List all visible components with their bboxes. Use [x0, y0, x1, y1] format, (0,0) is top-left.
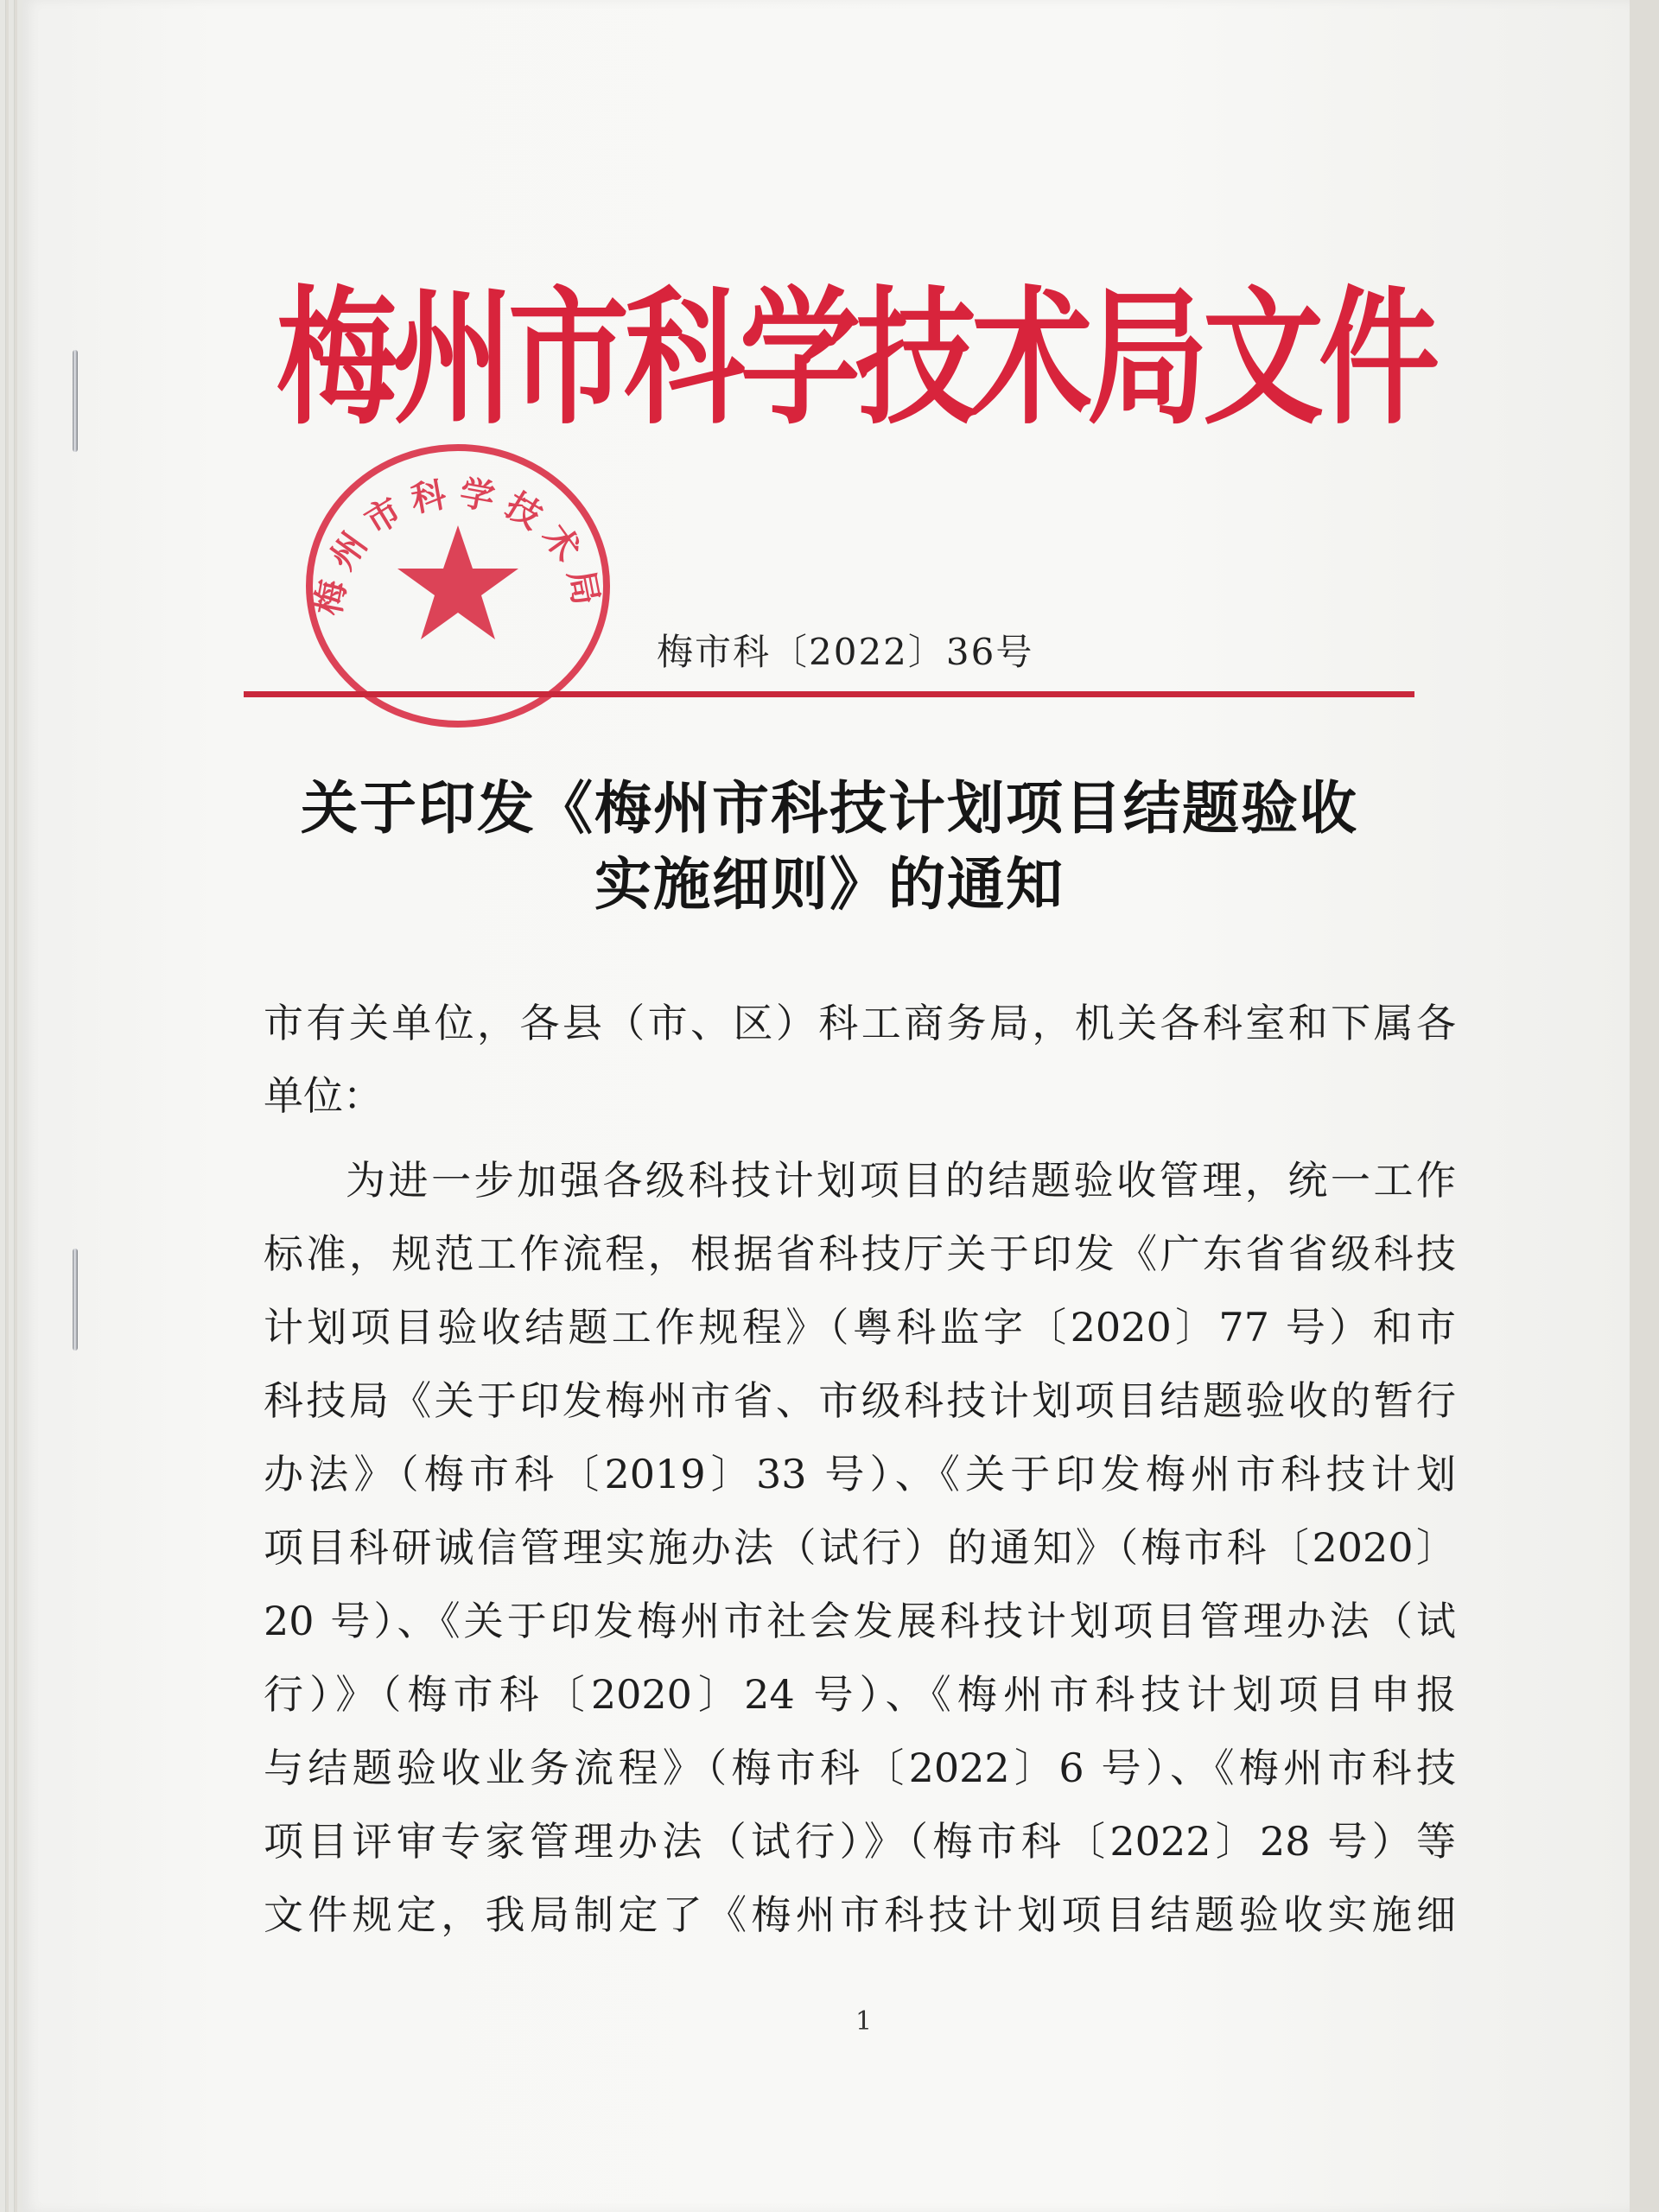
body-line: 项目评审专家管理办法（试行）》（梅市科〔2022〕28 号）等: [264, 1818, 1456, 1865]
body-line: 办法》（梅市科〔2019〕33 号）、《关于印发梅州市科技计划: [264, 1451, 1456, 1497]
seal-star-icon: [397, 525, 518, 639]
body-line: 单位：: [264, 1072, 383, 1119]
body-line: 科技局《关于印发梅州市省、市级科技计划项目结题验收的暂行: [264, 1377, 1456, 1424]
body-line: 文件规定，我局制定了《梅州市科技计划项目结题验收实施细: [264, 1891, 1456, 1938]
stacked-sheet-edge: [0, 0, 6, 2212]
staple-bottom: [73, 1249, 78, 1351]
body-line: 项目科研诚信管理实施办法（试行）的通知》（梅市科〔2020〕: [264, 1524, 1456, 1571]
body-line: 为进一步加强各级科技计划项目的结题验收管理，统一工作: [346, 1157, 1456, 1204]
stacked-sheet-edge: [9, 0, 15, 2212]
body-line: 与结题验收业务流程》（梅市科〔2022〕6 号）、《梅州市科技: [264, 1745, 1456, 1791]
seal-text-path: 梅州市科学技术局: [307, 472, 609, 619]
official-seal: [294, 432, 622, 734]
red-divider-line: [244, 691, 1414, 697]
page-number: 1: [855, 2006, 873, 2037]
body-line: 行）》（梅市科〔2020〕24 号）、《梅州市科技计划项目申报: [264, 1671, 1456, 1718]
document-number: 梅市科〔2022〕36号: [657, 631, 1034, 673]
body-line: 计划项目验收结题工作规程》（粤科监字〔2020〕77 号）和市: [264, 1304, 1456, 1351]
masthead-title: 梅州市科学技术局文件: [276, 272, 1435, 446]
staple-top: [73, 350, 78, 452]
body-line: 20 号）、《关于印发梅州市社会发展科技计划项目管理办法（试: [264, 1598, 1456, 1644]
notice-title-line-1: 关于印发《梅州市科技计划项目结题验收: [301, 774, 1358, 842]
notice-title-line-2: 实施细则》的通知: [594, 850, 1065, 918]
body-line: 市有关单位，各县（市、区）科工商务局，机关各科室和下属各: [264, 1000, 1456, 1046]
body-line: 标准，规范工作流程，根据省科技厅关于印发《广东省省级科技: [264, 1230, 1456, 1277]
